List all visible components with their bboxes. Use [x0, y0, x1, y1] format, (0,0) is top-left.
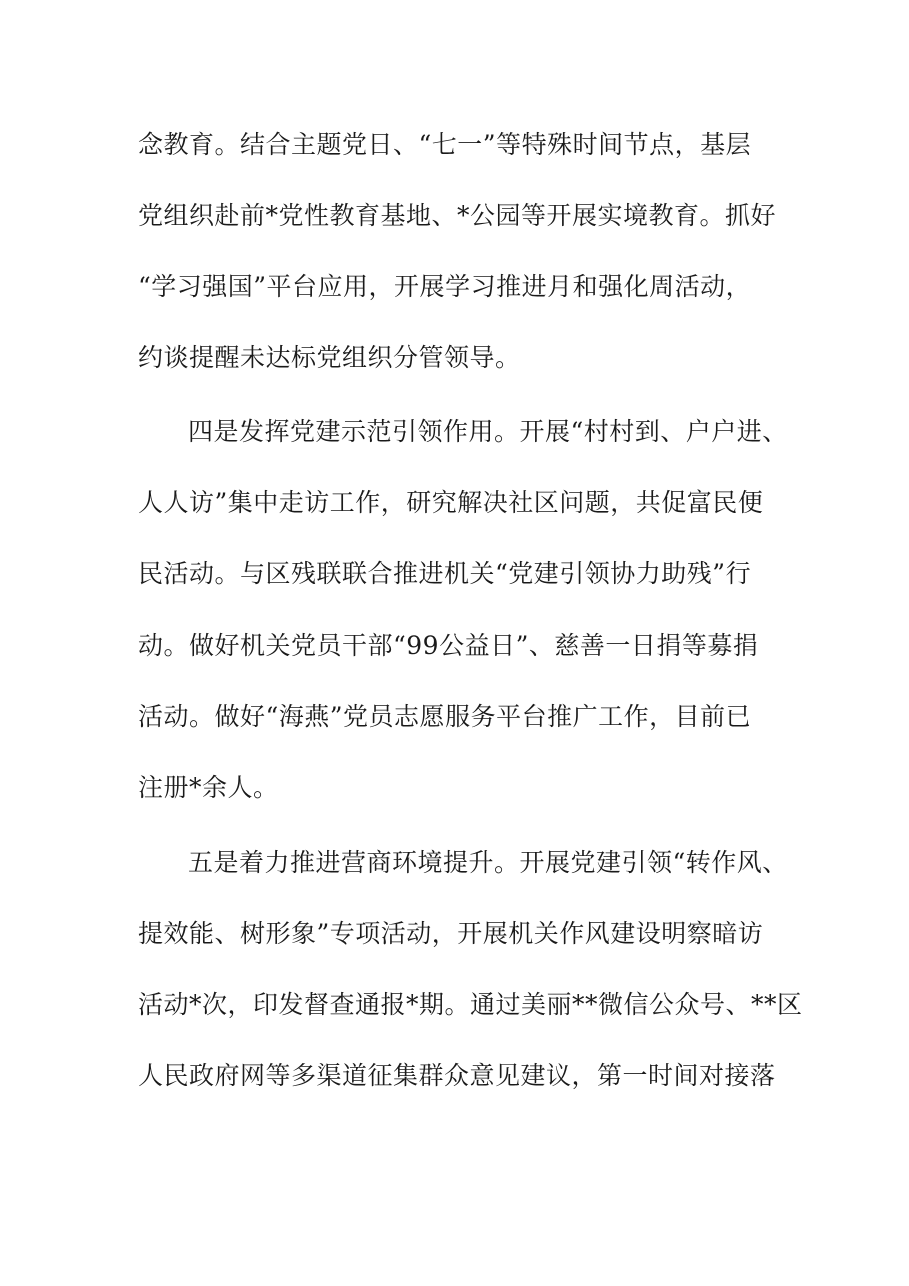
paragraph-start-line: 五是着力推进营商环境提升。开展党建引领“转作风、 — [188, 848, 788, 877]
text-line: 动。做好机关党员干部“99公益日”、慈善一日捐等募捐 — [138, 631, 759, 660]
text-line: 民活动。与区残联联合推进机关“党建引领协力助残”行 — [138, 559, 752, 588]
paragraph-start-line: 四是发挥党建示范引领作用。开展“村村到、户户进、 — [188, 417, 788, 446]
text-line: “学习强国”平台应用，开展学习推进月和强化周活动， — [138, 272, 752, 301]
text-line: 提效能、树形象”专项活动，开展机关作风建设明察暗访 — [138, 919, 764, 948]
text-line: 党组织赴前*党性教育基地、*公园等开展实境教育。抓好 — [138, 201, 777, 230]
text-line: 人民政府网等多渠道征集群众意见建议，第一时间对接落 — [138, 1061, 776, 1090]
text-line: 注册*余人。 — [138, 773, 279, 802]
text-line: 约谈提醒未达标党组织分管领导。 — [138, 343, 521, 372]
text-line: 人人访”集中走访工作，研究解决社区问题，共促富民便 — [138, 488, 764, 517]
text-line: 活动。做好“海燕”党员志愿服务平台推广工作，目前已 — [138, 702, 752, 731]
text-line: 念教育。结合主题党日、“七一”等特殊时间节点，基层 — [138, 130, 752, 159]
text-line: 活动*次，印发督查通报*期。通过美丽**微信公众号、**区 — [138, 990, 803, 1019]
